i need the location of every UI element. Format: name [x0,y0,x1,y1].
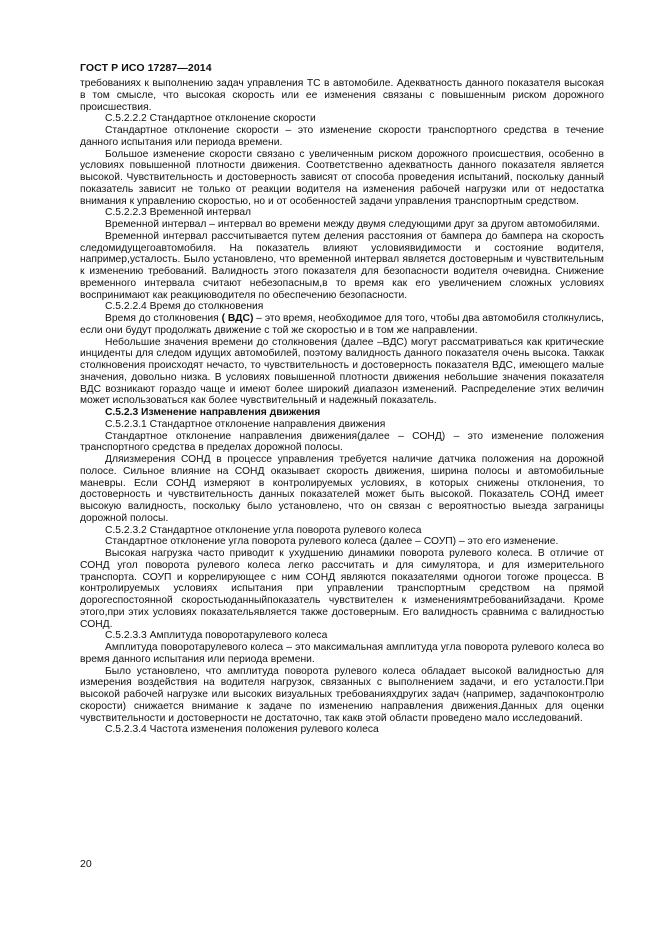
section-heading: С.5.2.2.4 Время до столкновения [105,301,264,313]
paragraph [80,313,604,337]
paragraph: Было установлено, что амплитуда поворота рулевого колеса обладает высокой валидностью для измерения воздействия на водителя нагрузок, связанных с выполнением задачи, и его усталости.При высокой рабочей нагрузке или высоких визуальных требованияхдругих задач (например, задачпоконтролю скорости) снижается внимание к задаче по изменению направления движения.Данных для оценки чувствительности и достоверности не достаточно, так какв этой области проведено мало исследований. [80,665,604,724]
document-header: ГОСТ Р ИСО 17287—2014 [80,62,212,74]
section-heading: С.5.2.3.2 Стандартное отклонение угла поворота рулевого колеса [105,524,422,536]
paragraph: Стандартное отклонение скорости – это изменение скорости транспортного средства в течение данного испытания или периода времени. [80,125,604,148]
paragraph: Амплитуда поворотарулевого колеса – это максимальная амплитуда угла поворота рулевого колеса во время данного испытания или периода времени. [80,642,604,665]
section-heading: С.5.2.2.2 Стандартное отклонение скорости [105,113,316,125]
paragraph: Стандартное отклонение направления движения(далее – СОНД) – это изменение положения транспортного средства в пределах дорожной полосы. [80,430,604,454]
paragraph: требованиях к выполнению задач управления ТС в автомобиле. Адекватность данного показателя высокая в том смысле, что высокая скорость или ее изменения связаны с повышенным риском дорожного происшествия. [80,78,604,113]
abbreviation-bold: ( ВДС) [221,313,254,324]
section-heading-bold: С.5.2.3 Изменение направления движения [105,407,321,418]
page-number: 20 [80,858,92,870]
paragraph: Небольшие значения времени до столкновения (далее –ВДС) могут рассматриваться как критические инциденты для следом идущих автомобилей, поэтому валидность данного показателя очень высока. Таккак столкновения происходят нечасто, то чувствительность и достоверность показателя ВДС, имеющего малые значения, довольно низка. В условиях повышенной плотности движения небольшие значения показателя ВДС возникают гораздо чаще и имеют более широкий диапазон изменений. Распределение этих величин может использоваться как более чувствительный и надежный показатель. [80,336,604,407]
paragraph-text: – это время, необходимое для того, чтобы два автомобиля столкнулись, если они будут продолжать движение с той же скоростью и в том же направлении. [80,313,604,336]
document-body [80,78,604,736]
section-heading: С.5.2.3.4 Частота изменения положения рулевого колеса [105,724,379,736]
section-heading: С.5.2.3.1 Стандартное отклонение направления движения [105,418,386,430]
paragraph: Дляизмерения СОНД в процессе управления требуется наличие датчика положения на дорожной полосе. Сильное влияние на СОНД оказывает скорость движения, ширина полосы и автомобильные маневры. Если СОНД измеряют в контролируемых условиях, в которых снижены отклонения, то достоверность и чувствительность данных показателей может быть высокой. Показатель СОНД имеет высокую валидность, поскольку было установлено, что он связан с вероятностью выезда заграницы дорожной полосы. [80,454,604,524]
paragraph: Временной интервал – интервал во времени между двумя следующими друг за другом автомобилями. [105,219,600,230]
paragraph-text: Время до столкновения [105,313,222,324]
paragraph: Высокая нагрузка часто приводит к ухудшению динамики поворота рулевого колеса. В отличие от СОНД угол поворота рулевого колеса легко рассчитать и для симулятора, и для измерительного транспорта. СОУП и коррелирующее с ним СОНД являются показателями одногои тогоже процесса. В контролируемых условиях испытания при управлении транспортным средством на прямой дорогеспостоянной скоростьюданныйпоказатель чувствителен к изменениямтребованийзадачи. Кроме этого,при этих условиях показательявляется также достоверным. Его валидность сравнима с валидностью СОНД. [80,548,604,630]
paragraph: Стандартное отклонение угла поворота рулевого колеса (далее – СОУП) – это его изменение. [105,536,559,548]
paragraph: Большое изменение скорости связано с увеличенным риском дорожного происшествия, особенно в условиях повышенной плотности движения. Соответственно адекватность данного показателя является высокой. Чувствительность и достоверность зависят от способа проведения испытаний, поскольку данный показатель зависит не только от реакции водителя на изменения рабочей нагрузки или от недостатка внимания к управлению скоростью, но и от особенностей задачи управления транспортным средством. [80,148,604,207]
section-heading: С.5.2.3.3 Амплитуда поворотарулевого колеса [105,630,328,642]
paragraph: Временной интервал рассчитывается путем деления расстояния от бампера до бампера на скорость следомидущегоавтомобиля. На показатель влияют условиявидимости и состояние водителя, например,усталость. Было установлено, что временной интервал является достоверным и чувствительным к изменению требований. Валидность этого показателя для безопасности водителя очевидна. Снижение временного интервала считают небезопасным,в то время как его увеличением сложных условиях воспринимают как реакциюводителя по обеспечению безопасности. [80,230,604,301]
section-heading: С.5.2.2.3 Временной интервал [105,207,252,219]
